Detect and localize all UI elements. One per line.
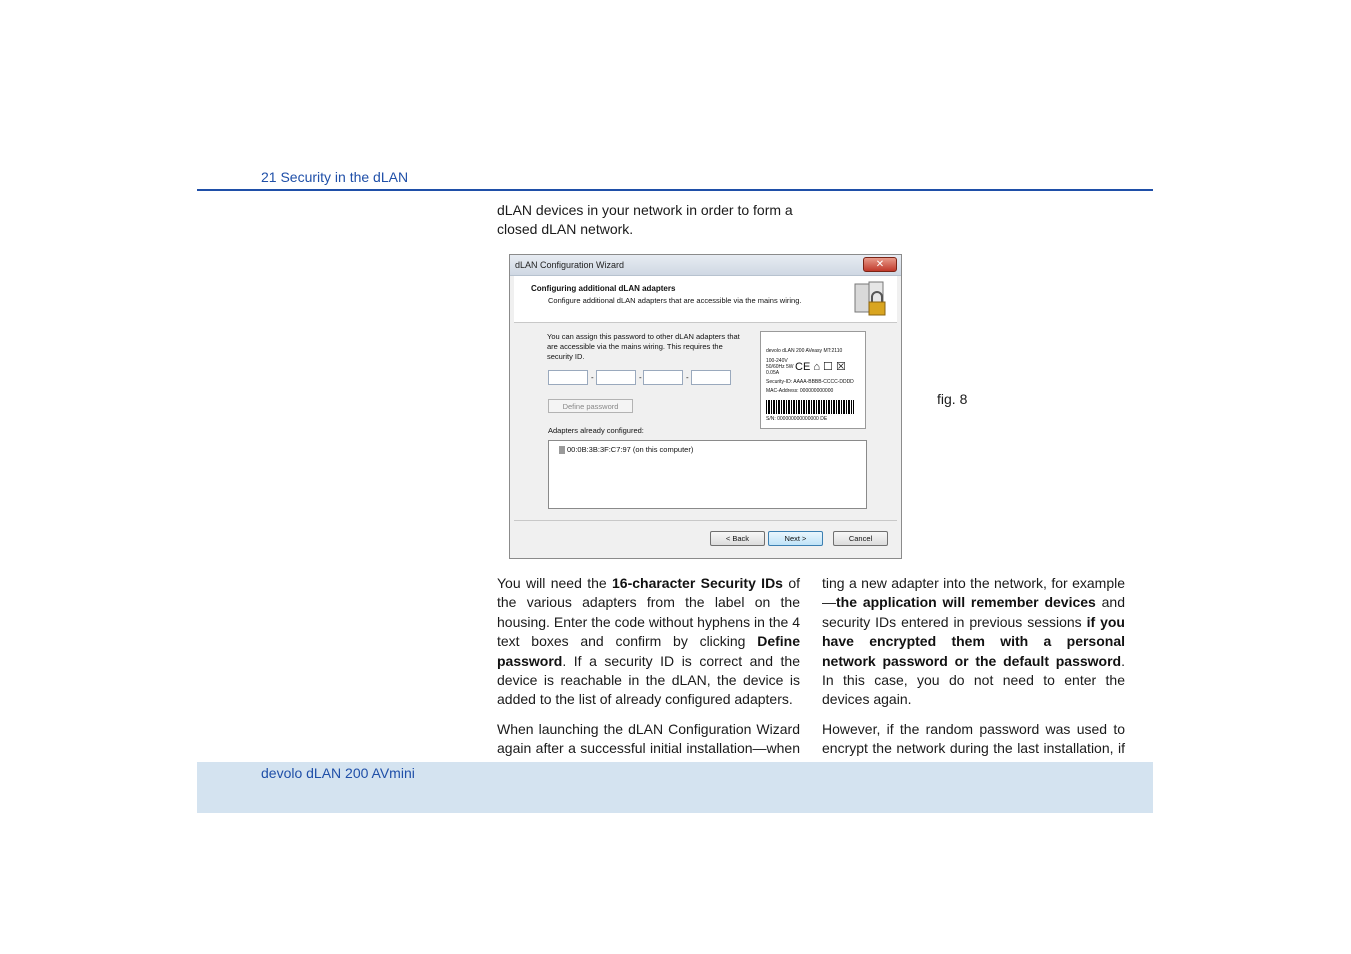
close-button[interactable]	[863, 257, 897, 272]
config-wizard-dialog	[509, 254, 902, 559]
next-button[interactable]: Next >	[768, 531, 823, 546]
adapter-entry: 00:0B:3B:3F:C7:97 (on this computer)	[567, 445, 694, 454]
id-separator: -	[591, 373, 594, 382]
label-power: 100-240V 50/60Hz 5W 0.05A	[766, 358, 794, 376]
label-marks: CE ⌂ ☐ ☒	[795, 361, 846, 373]
close-icon: ✕	[875, 259, 885, 270]
wizard-body	[514, 323, 897, 519]
list-item[interactable]	[559, 445, 693, 454]
dialog-title: dLAN Configuration Wizard	[515, 260, 625, 270]
label-model: devolo dLAN 200 AVeasy MT:2110	[766, 348, 843, 354]
intro-text: dLAN devices in your network in order to form a closed dLAN network.	[497, 202, 793, 237]
security-id-input-1[interactable]	[548, 370, 588, 385]
label-serial: S/N: 000000000000000 DE	[766, 416, 828, 422]
device-label-image	[760, 331, 866, 429]
wizard-header-panel	[514, 276, 897, 323]
security-id-input-4[interactable]	[691, 370, 731, 385]
label-mac: MAC-Address: 000000000000	[766, 388, 834, 394]
configured-adapters-list[interactable]	[548, 440, 867, 509]
info-text: You can assign this password to other dLAN adapters that are accessible via the mains wiring. This requires the security ID.	[547, 332, 740, 361]
security-lock-icon	[853, 280, 889, 318]
wizard-subheading: Configure additional dLAN adapters that are accessible via the mains wiring.	[548, 296, 802, 305]
id-separator: -	[639, 373, 642, 382]
adapter-icon	[559, 446, 565, 454]
label-security-id: Security-ID: AAAA-BBBB-CCCC-DDDD	[766, 379, 854, 385]
header-rule	[197, 189, 1153, 191]
id-separator: -	[686, 373, 689, 382]
paragraph: You will need the 16-character Security IDs of the various adapters from the label on the housing. Enter the code without hyphens in the 4 text boxes and confirm by clicking Define password. If a security ID is correct and the device is reachable in the dLAN, the device is added to the list of already configured adapters.	[497, 575, 800, 708]
configured-adapters-label: Adapters already configured:	[548, 426, 644, 435]
wizard-footer	[514, 520, 897, 555]
paragraph: However, if the random password was used to encrypt the network during the last installation, if	[822, 720, 1125, 757]
wizard-heading: Configuring additional dLAN adapters	[531, 284, 676, 293]
paragraph: When launching the dLAN Configuration Wizard again after a successful initial installation—when	[497, 720, 800, 757]
body-column-left	[497, 574, 800, 788]
security-id-input-3[interactable]	[643, 370, 683, 385]
dialog-titlebar	[510, 255, 901, 276]
figure-label: fig. 8	[937, 391, 968, 407]
body-column-right	[822, 574, 1125, 788]
barcode-image	[766, 400, 854, 414]
security-id-input-2[interactable]	[596, 370, 636, 385]
cancel-button[interactable]: Cancel	[833, 531, 888, 546]
footer-product: devolo dLAN 200 AVmini	[261, 765, 415, 781]
chapter-header: 21 Security in the dLAN	[261, 169, 409, 185]
define-password-button[interactable]: Define password	[548, 399, 633, 413]
paragraph: ting a new adapter into the network, for example—the application will remember devices and security IDs entered in previous sessions if you have encrypted them with a personal network password or the default password. In this case, you do not need to enter the devices again.	[822, 575, 1126, 708]
back-button[interactable]: < Back	[710, 531, 765, 546]
